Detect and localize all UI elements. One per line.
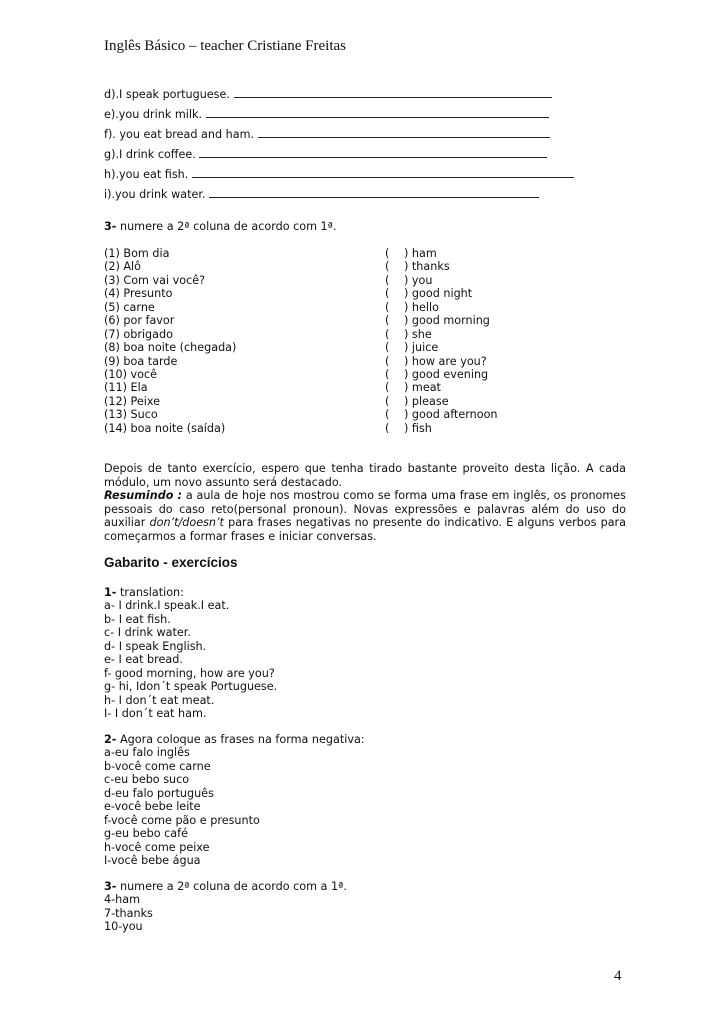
answer-item: b-você come carne <box>104 759 211 773</box>
exercise3-instruction: 3- numere a 2ª coluna de acordo com 1ª. <box>104 220 337 233</box>
answer-item: 4-ham <box>104 893 140 907</box>
answer-blank <box>192 167 574 178</box>
exercise-line: d).I speak portuguese. <box>104 87 564 107</box>
gabarito-section-1 <box>104 586 277 720</box>
summary-intro: Depois de tanto exercício, espero que tenha tirado bastante proveito desta lição. A cada módulo, um novo assunto será destacado. <box>104 462 626 489</box>
exercise-line: f). you eat bread and ham. <box>104 127 564 147</box>
match-row: (12) Peixe ( ) please <box>104 394 449 408</box>
exercise-line: i).you drink water. <box>104 187 564 207</box>
match-row: (6) por favor ( ) good morning <box>104 314 490 328</box>
answer-item: e-você bebe leite <box>104 800 201 814</box>
page-number: 4 <box>614 968 622 984</box>
answer-item: g-eu bebo café <box>104 827 188 841</box>
answer-item: c- I drink water. <box>104 626 191 640</box>
answer-item: f-você come pão e presunto <box>104 813 260 827</box>
exercise-line: h).you eat fish. <box>104 167 564 187</box>
answer-item: e- I eat bread. <box>104 653 183 667</box>
match-row: (2) Alô ( ) thanks <box>104 260 450 274</box>
answer-item: d-eu falo português <box>104 786 214 800</box>
summary-paragraph <box>104 462 626 543</box>
exercise-line: e).you drink milk. <box>104 107 564 127</box>
answer-blank <box>258 127 550 138</box>
match-row: (9) boa tarde ( ) how are you? <box>104 354 487 368</box>
exercise-line: g).I drink coffee. <box>104 147 564 167</box>
answer-item: I-você bebe água <box>104 853 201 867</box>
answer-item: g- hi, Idon´t speak Portuguese. <box>104 680 278 694</box>
match-row: (1) Bom dia ( ) ham <box>104 247 437 260</box>
answer-item: 7-thanks <box>104 906 153 920</box>
answer-item: 10-you <box>104 920 143 934</box>
answer-item: h-você come peixe <box>104 840 210 854</box>
match-row: (8) boa noite (chegada) ( ) juice <box>104 341 439 355</box>
summary-resumindo: Resumindo : a aula de hoje nos mostrou como se forma uma frase em inglês, os pronomes pessoais do caso reto(personal pronoun). Novas expressões e palavras além do uso do auxiliar don’t/doesn’t para frases negativas no presente do indicativo. E alguns verbos para começarmos a formar frases e iniciar conversas. <box>104 489 627 543</box>
answer-item: a-eu falo inglês <box>104 746 190 760</box>
match-row: (3) Com vai você? ( ) you <box>104 273 433 287</box>
answer-item: a- I drink.I speak.I eat. <box>104 599 230 613</box>
section-heading: 2- Agora coloque as frases na forma negativa: <box>104 733 365 746</box>
section-heading: 3- numere a 2ª coluna de acordo com a 1ª. <box>104 880 347 893</box>
gabarito-title: Gabarito - exercícios <box>104 555 238 570</box>
match-row: (11) Ela ( ) meat <box>104 381 441 395</box>
matching-table <box>104 247 534 435</box>
answer-item: b- I eat fish. <box>104 612 171 626</box>
answer-item: c-eu bebo suco <box>104 773 190 787</box>
page-header: Inglês Básico – teacher Cristiane Freitas <box>104 38 347 54</box>
match-row: (10) você ( ) good evening <box>104 367 489 381</box>
answer-blank <box>234 87 552 98</box>
answer-item: d- I speak English. <box>104 639 207 653</box>
answer-item: h- I don´t eat meat. <box>104 693 215 707</box>
section-heading: 1- translation: <box>104 586 184 599</box>
answer-blank <box>199 147 547 158</box>
exercise2-lines <box>104 87 564 207</box>
match-row: (13) Suco ( ) good afternoon <box>104 408 498 422</box>
answer-item: f- good morning, how are you? <box>104 666 275 680</box>
answer-blank <box>206 107 549 118</box>
answer-blank <box>209 187 539 198</box>
match-row: (14) boa noite (saída) ( ) fish <box>104 421 432 435</box>
gabarito-section-2 <box>104 733 365 867</box>
match-row: (4) Presunto ( ) good night <box>104 287 473 301</box>
match-row: (7) obrigado ( ) she <box>104 327 432 341</box>
gabarito-section-3 <box>104 880 347 934</box>
answer-item: I- I don´t eat ham. <box>104 706 207 720</box>
match-row: (5) carne ( ) hello <box>104 300 439 314</box>
